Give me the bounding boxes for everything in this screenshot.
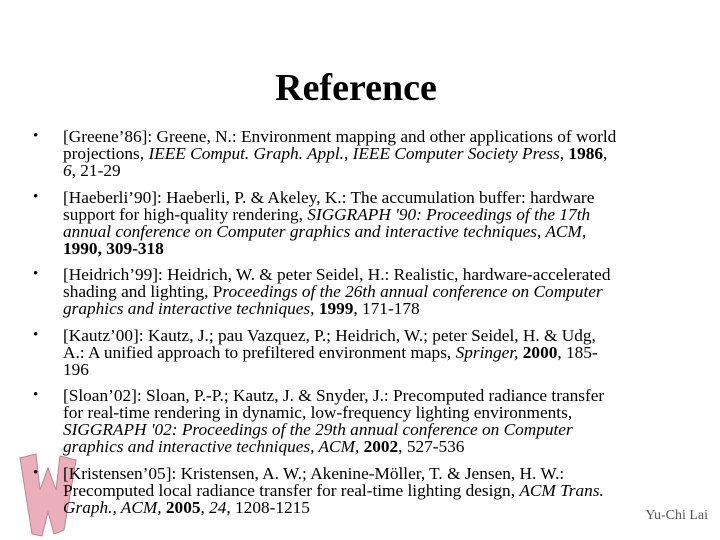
reference-text: , 21-29 [71,161,121,180]
reference-item [33,266,713,317]
reference-text: for real-time rendering in dynamic, low-frequency lighting environments, [63,403,573,422]
reference-text: annual conference on Computer graphics and interactive techniques, ACM, [63,221,587,241]
reference-item [33,327,713,378]
reference-text: graphics and interactive techniques, [63,299,319,318]
reference-item [33,387,713,455]
reference-line [63,438,713,455]
reference-text: 6 [63,161,72,180]
reference-text: , [602,144,608,163]
reference-text: , 185- [557,342,598,362]
reference-text: 24 [209,497,227,517]
reference-text: 2000 [522,342,558,362]
reference-text: SIGGRAPH '90: Proceedings of the 17th [307,204,591,224]
reference-list [33,128,713,525]
reference-line [63,387,713,404]
reference-text: Precomputed local radiance transfer for real-time lighting design, [63,480,520,500]
reference-line [63,404,713,421]
bullet-icon: • [33,326,39,343]
reference-text: [Heidrich’99]: Heidrich, W. & peter Seidel, H.: Realistic, hardware-accelerated [63,265,611,284]
reference-line [63,344,713,361]
reference-line [63,499,713,516]
reference-text: 1986 [568,144,603,163]
reference-line [63,240,713,257]
reference-text: Springer, [455,342,523,362]
reference-line [63,206,713,223]
bullet-icon: • [33,387,39,403]
reference-text: roceedings of the 26th annual conference on Computer [222,282,603,301]
reference-text: 1999 [318,299,354,318]
reference-text: support for high-quality rendering, [63,204,308,224]
reference-text: , 171-178 [353,299,420,318]
reference-text: [Greene’86]: Greene, N.: Environment mapping and other applications of world [63,127,617,146]
reference-item [33,465,713,516]
reference-text: [Kautz’00]: Kautz, J.; pau Vazquez, P.; Heidrich, W.; peter Seidel, H. & Udg, [63,325,596,345]
reference-item [33,189,713,257]
reference-text: [Sloan’02]: Sloan, P.-P.; Kautz, J. & Snyder, J.: Precomputed radiance transfer [63,386,605,405]
slide-title: Reference [275,67,437,109]
reference-text: 1990 [63,238,98,258]
reference-text: , 309-318 [97,238,164,258]
reference-item [33,128,713,179]
reference-text: Graph., ACM, [63,497,166,517]
reference-text: projections, [63,144,149,163]
reference-line [63,361,713,378]
reference-text: IEEE Comput. Graph. Appl., IEEE Computer Society Press, [148,144,569,163]
author-footer: Yu-Chi Lai [645,508,708,523]
reference-text: [Kristensen’05]: Kristensen, A. W.; Akenine-Möller, T. & Jensen, H. W.: [63,463,565,483]
reference-text: ACM Trans. [519,480,604,500]
reference-text: 196 [63,359,89,379]
reference-line [63,283,713,300]
reference-line [63,327,713,344]
bullet-icon: • [33,266,39,282]
reference-text: , 1208-1215 [226,497,310,517]
reference-line [63,465,713,482]
reference-text: 2005 [165,497,201,517]
reference-text: , 527-536 [398,437,465,456]
reference-line [63,189,713,206]
reference-line [63,145,713,162]
reference-text: 2002 [363,437,399,456]
reference-text: A.: A unified approach to prefiltered environment maps, [63,342,456,362]
bullet-icon: • [33,188,39,205]
reference-text: graphics and interactive techniques, ACM, [63,437,364,456]
reference-text: shading and lighting, P [63,282,223,301]
reference-line [63,482,713,499]
reference-line [63,223,713,240]
reference-line [63,266,713,283]
reference-line [63,421,713,438]
reference-text: , [200,497,210,517]
bullet-icon: • [33,464,39,481]
reference-text: SIGGRAPH '02: Proceedings of the 29th annual conference on Computer [63,420,573,439]
bullet-icon: • [33,128,39,144]
reference-text: [Haeberli’90]: Haeberli, P. & Akeley, K.: The accumulation buffer: hardware [63,187,595,207]
reference-line [63,128,713,145]
reference-line [63,162,713,179]
reference-line [63,300,713,317]
